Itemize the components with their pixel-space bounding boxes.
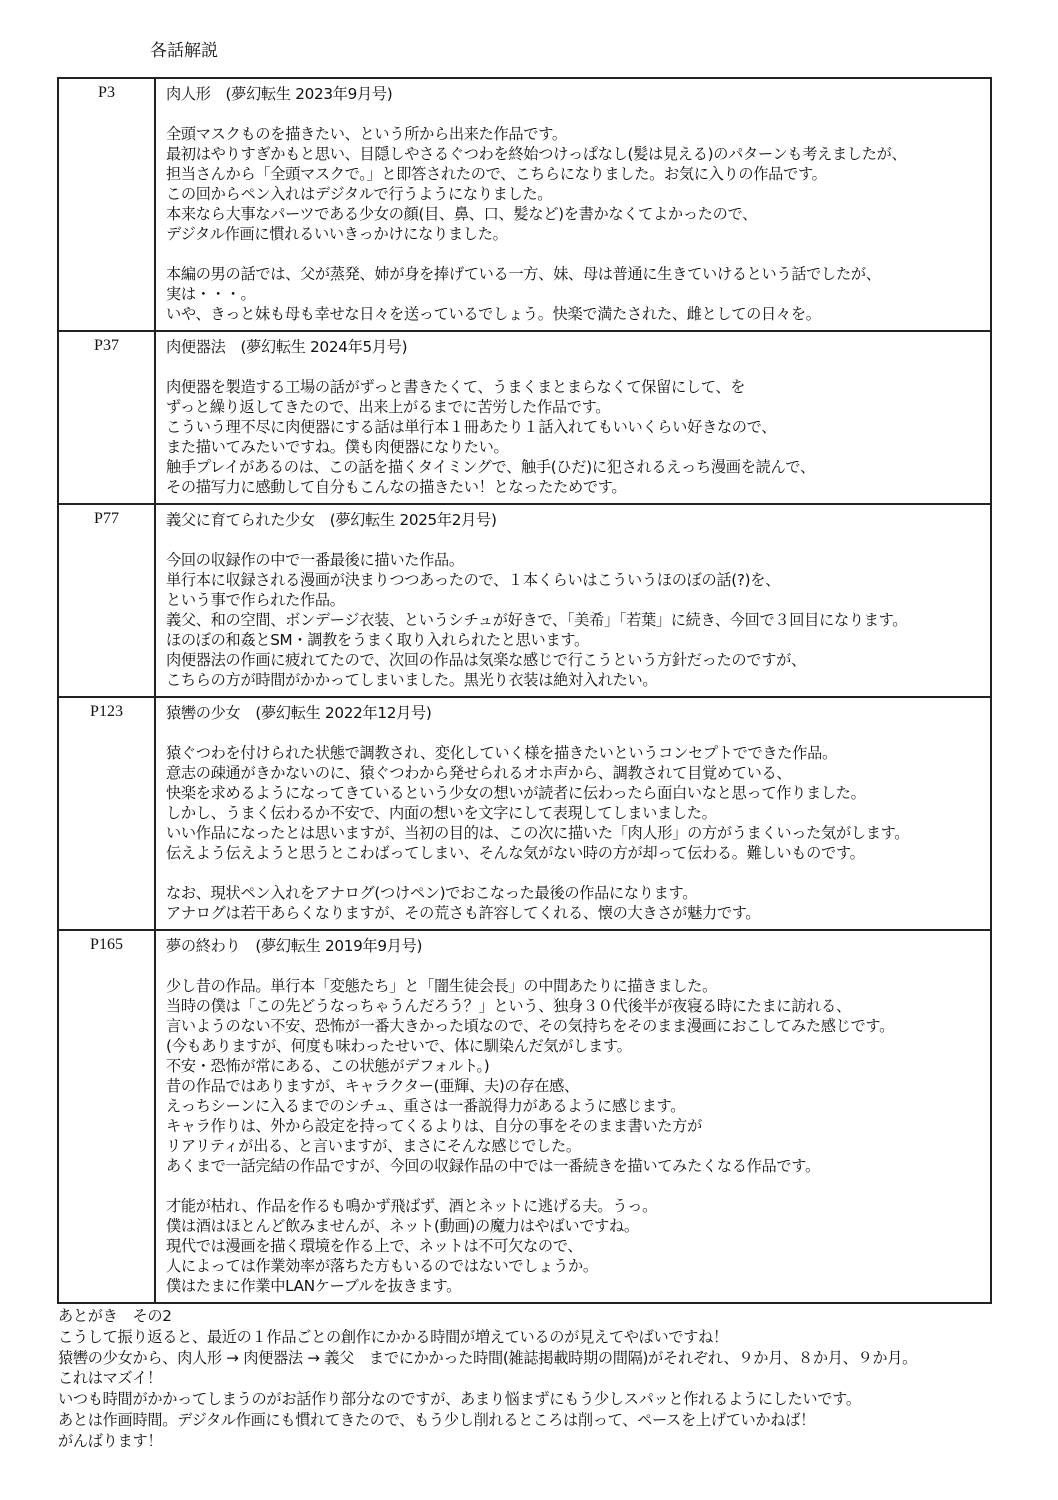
entry-text-line: 僕はたまに作業中LANケーブルを抜きます。 bbox=[166, 1277, 462, 1295]
entry-text-line: 担当さんから「全頭マスクで。」と即答されたので、こちらになりました。お気に入りの作品です。 bbox=[166, 165, 827, 183]
episode-commentary-table bbox=[57, 77, 992, 1304]
entry-text-line: 僕は酒はほとんど飲みませんが、ネット(動画)の魔力はやばいですね。 bbox=[166, 1217, 639, 1235]
page-number: P77 bbox=[59, 505, 156, 696]
entry-text-line: 言いようのない不安、恐怖が一番大きかった頃なので、その気持ちをそのまま漫画におこしてみた感じです。 bbox=[166, 1017, 894, 1035]
entry-text-line bbox=[166, 956, 894, 976]
entry-text-line: 当時の僕は「この先どうなっちゃうんだろう？」という、独身３０代後半が夜寝る時にたまに訪れる、 bbox=[166, 997, 851, 1015]
table-row bbox=[59, 929, 990, 1302]
table-row bbox=[59, 696, 990, 929]
entry-text-line: 現代では漫画を描く環境を作る上で、ネットは不可欠なので、 bbox=[166, 1237, 583, 1255]
entry-text-line bbox=[166, 530, 907, 550]
entry-text-line bbox=[166, 863, 909, 883]
entry-body bbox=[156, 931, 894, 1302]
entry-text-line: デジタル作画に慣れるいいきっかけになりました。 bbox=[166, 225, 508, 243]
entry-text-line: 猿ぐつわを付けられた状態で調教され、変化していく様を描きたいというコンセプトでできた作品。 bbox=[166, 744, 837, 762]
entry-text-line: 本来なら大事なパーツである少女の顔(目、鼻、口、髪など)を書かなくてよかったので、 bbox=[166, 205, 757, 223]
entry-text-line bbox=[166, 244, 906, 264]
entry-body bbox=[156, 79, 906, 330]
entry-text-line: 義父、和の空間、ボンデージ衣装、というシチュが好きで、「美希」「若葉」に続き、今回で３回目になります。 bbox=[166, 611, 908, 629]
entry-body bbox=[156, 698, 909, 929]
entry-text-line bbox=[166, 1176, 894, 1196]
page-number: P37 bbox=[59, 332, 156, 503]
entry-heading: 肉人形 (夢幻転生 2023年9月号) bbox=[166, 85, 393, 103]
entry-text-line: 触手プレイがあるのは、この話を描くタイミングで、触手(ひだ)に犯されるえっち漫画を読んで、 bbox=[166, 458, 815, 476]
entry-text-line: 昔の作品ではありますが、キャラクター(亜輝、夫)の存在感、 bbox=[166, 1077, 579, 1095]
entry-text-line: 本編の男の話では、父が蒸発、姉が身を捧げている一方、妹、母は普通に生きていけるという話でしたが、 bbox=[166, 265, 881, 283]
afterword-line: 猿轡の少女から、肉人形 → 肉便器法 → 義父 までにかかった時間(雑誌掲載時期の間隔)がそれぞれ、９か月、８か月、９か月。 bbox=[58, 1348, 918, 1367]
page-number: P165 bbox=[59, 931, 156, 1302]
afterword bbox=[58, 1306, 992, 1452]
entry-text-line: えっちシーンに入るまでのシチュ、重さは一番説得力があるように感じます。 bbox=[166, 1097, 686, 1115]
afterword-line: いつも時間がかかってしまうのがお話作り部分なのですが、あまり悩まずにもう少しスパッと作れるようにしたいです。 bbox=[58, 1390, 861, 1409]
entry-text-line: 人によっては作業効率が落ちた方もいるのではないでしょうか。 bbox=[166, 1257, 598, 1275]
entry-text-line: この回からペン入れはデジタルで行うようになりました。 bbox=[166, 185, 553, 203]
entry-text-line: 伝えよう伝えようと思うとこわばってしまい、そんな気がない時の方が却って伝わる。難しいものです。 bbox=[166, 844, 865, 862]
entry-text-line: 単行本に収録される漫画が決まりつつあったので、１本くらいはこういうほのぼの話(?)を、 bbox=[166, 571, 781, 589]
entry-heading: 肉便器法 (夢幻転生 2024年5月号) bbox=[166, 338, 408, 356]
content-flow bbox=[57, 77, 992, 1452]
table-row bbox=[59, 330, 990, 503]
entry-text-line: その描写力に感動して自分もこんなの描きたい！となったためです。 bbox=[166, 478, 627, 496]
entry-text-line: 実は・・・。 bbox=[166, 285, 256, 303]
entry-text-line: ずっと繰り返してきたので、出来上がるまでに苦労した作品です。 bbox=[166, 398, 611, 416]
entry-text-line: しかし、うまく伝わるか不安で、内面の想いを文字にして表現してしまいました。 bbox=[166, 804, 717, 822]
afterword-line: がんばります！ bbox=[58, 1431, 163, 1450]
entry-text-line: 快楽を求めるようになってきているという少女の想いが読者に伝わったら面白いなと思って作りました。 bbox=[166, 784, 866, 802]
entry-heading: 義父に育てられた少女 (夢幻転生 2025年2月号) bbox=[166, 511, 497, 529]
entry-text-line: こちらの方が時間がかかってしまいました。黒光り衣装は絶対入れたい。 bbox=[166, 671, 658, 689]
entry-text-line: 不安・恐怖が常にある、この状態がデフォルト。) bbox=[166, 1057, 490, 1075]
entry-text-line: アナログは若干あらくなりますが、その荒さも許容してくれる、懐の大きさが魅力です。 bbox=[166, 904, 761, 922]
entry-text-line: 今回の収録作の中で一番最後に描いた作品。 bbox=[166, 551, 464, 569]
entry-text-line: ほのぼの和姦とSM・調教をうまく取り入れられたと思います。 bbox=[166, 631, 589, 649]
entry-text-line: いい作品になったとは思いますが、当初の目的は、この次に描いた「肉人形」の方がうまくいった気がします。 bbox=[166, 824, 910, 842]
entry-body bbox=[156, 332, 815, 503]
afterword-line: これはマズイ！ bbox=[58, 1369, 162, 1388]
entry-text-line: 最初はやりすぎかもと思い、目隠しやさるぐつわを終始つけっぱなし(髪は見える)のパターンも考えましたが、 bbox=[166, 145, 907, 163]
entry-text-line bbox=[166, 723, 909, 743]
table-row bbox=[59, 503, 990, 696]
entry-text-line bbox=[166, 104, 906, 124]
entry-heading: 猿轡の少女 (夢幻転生 2022年12月号) bbox=[166, 704, 432, 722]
afterword-line: こうして振り返ると、最近の１作品ごとの創作にかかる時間が増えているのが見えてやばいですね！ bbox=[58, 1327, 728, 1346]
table-row bbox=[59, 79, 990, 330]
entry-text-line: 少し昔の作品。単行本「変態たち」と「闇生徒会長」の中間あたりに描きました。 bbox=[166, 977, 717, 995]
entry-text-line: リアリティが出る、と言いますが、まさにそんな感じでした。 bbox=[166, 1137, 581, 1155]
entry-text-line: 全頭マスクものを描きたい、という所から出来た作品です。 bbox=[166, 125, 567, 143]
entry-text-line: (今もありますが、何度も味わったせいで、体に馴染んだ気がします。 bbox=[166, 1037, 632, 1055]
entry-text-line: 才能が枯れ、作品を作るも鳴かず飛ばず、酒とネットに逃げる夫。うっ。 bbox=[166, 1197, 657, 1215]
entry-text-line: なお、現状ペン入れをアナログ(つけペン)でおこなった最後の作品になります。 bbox=[166, 884, 698, 902]
entry-text-line: という事で作られた作品。 bbox=[166, 591, 345, 609]
entry-text-line: 意志の疎通がきかないのに、猿ぐつわから発せられるオホ声から、調教されて目覚めている、 bbox=[166, 764, 792, 782]
entry-text-line: 肉便器法の作画に疲れてたので、次回の作品は気楽な感じで行こうという方針だったのですが、 bbox=[166, 651, 806, 669]
entry-body bbox=[156, 505, 907, 696]
page-number: P123 bbox=[59, 698, 156, 929]
entry-text-line: あくまで一話完結の作品ですが、今回の収録作品の中では一番続きを描いてみたくなる作品です。 bbox=[166, 1157, 820, 1175]
entry-text-line: いや、きっと妹も母も幸せな日々を送っているでしょう。快楽で満たされた、雌としての日々を。 bbox=[166, 305, 821, 323]
entry-heading: 夢の終わり (夢幻転生 2019年9月号) bbox=[166, 937, 423, 955]
page-number: P3 bbox=[59, 79, 156, 330]
entry-text-line: キャラ作りは、外から設定を持ってくるよりは、自分の事をそのまま書いた方が bbox=[166, 1117, 702, 1135]
entry-text-line: こういう理不尽に肉便器にする話は単行本１冊あたり１話入れてもいいくらい好きなので、 bbox=[166, 418, 777, 436]
entry-text-line bbox=[166, 357, 815, 377]
afterword-heading: あとがき その2 bbox=[58, 1307, 172, 1325]
afterword-line: あとは作画時間。デジタル作画にも慣れてきたので、もう少し削れるところは削って、ペースを上げていかねば！ bbox=[58, 1410, 815, 1429]
page-title: 各話解説 bbox=[150, 41, 218, 61]
entry-text-line: 肉便器を製造する工場の話がずっと書きたくて、うまくまとまらなくて保留にして、を bbox=[166, 378, 746, 396]
entry-text-line: また描いてみたいですね。僕も肉便器になりたい。 bbox=[166, 438, 509, 456]
